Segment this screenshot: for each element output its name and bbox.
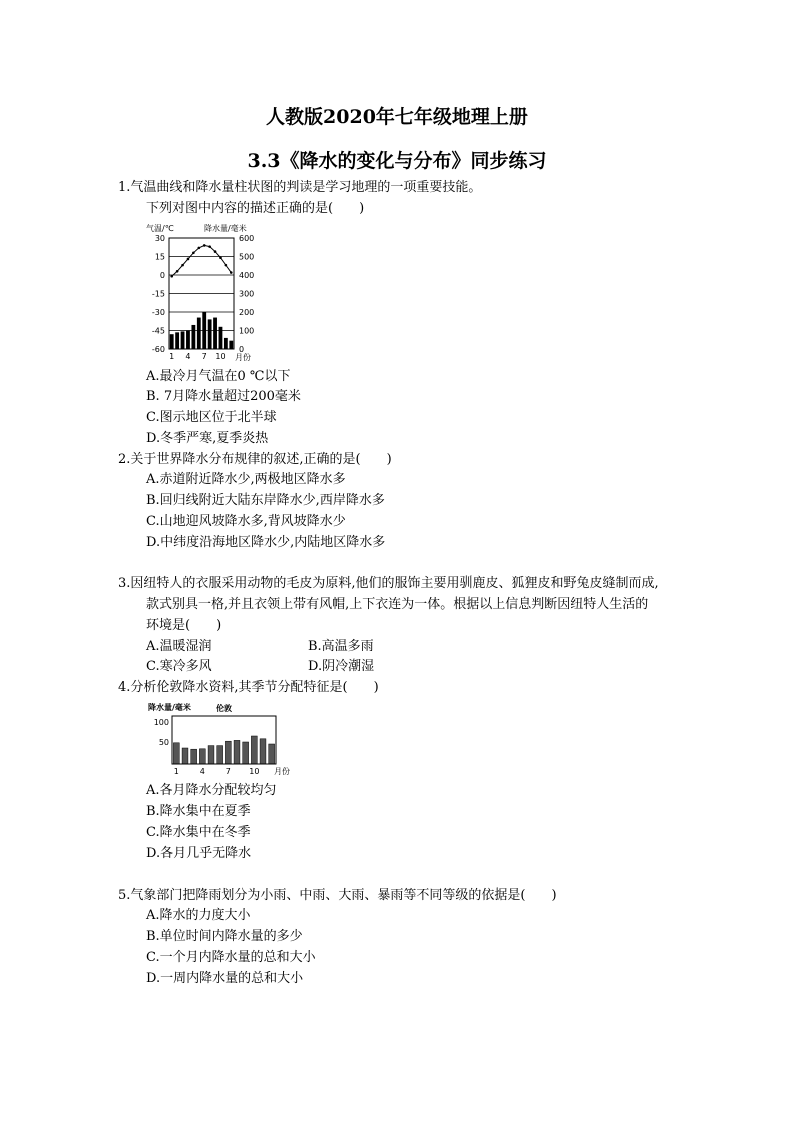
q2-stem: 2.关于世界降水分布规律的叙述,正确的是( ) — [118, 452, 392, 467]
chart2-ylabel: 降水量/毫米 — [148, 703, 191, 712]
chart1-x-tick: 4 — [185, 352, 191, 361]
chart2-x-tick: 7 — [225, 767, 231, 776]
chart2-precip-bar — [199, 749, 205, 764]
chart1-temp-tick: -60 — [151, 345, 165, 354]
chart1-temperature-point — [203, 244, 206, 247]
chart1-temperature-point — [192, 252, 195, 255]
chart2-x-tick: 10 — [249, 767, 260, 776]
q3-stem2: 款式别具一格,并且衣领上带有风帽,上下衣连为一体。根据以上信息判断因纽特人生活的 — [146, 597, 649, 612]
chart2-precip-bar — [234, 740, 240, 764]
chart2-precip-bar — [173, 743, 179, 764]
chart1-temp-tick: -45 — [151, 326, 165, 336]
chart1-precip-tick: 600 — [239, 234, 255, 243]
q1-option-d: D.冬季严寒,夏季炎热 — [146, 431, 269, 446]
chart2-x-unit: 月份 — [274, 767, 290, 776]
chart2-precip-bar — [208, 746, 214, 764]
q5-option-c: C.一个月内降水量的总和大小 — [146, 950, 316, 965]
chart1-temperature-point — [176, 270, 179, 273]
q2-option-a: A.赤道附近降水少,两极地区降水多 — [146, 472, 346, 487]
chart2-precip-bar — [182, 748, 188, 764]
q1-option-a: A.最冷月气温在0 ℃以下 — [146, 369, 291, 384]
chart2-precip-bar — [260, 739, 266, 764]
chart2-x-tick: 1 — [173, 767, 179, 776]
chart2-precip-bar — [269, 744, 275, 764]
chart1-temperature-point — [170, 275, 173, 278]
chart1-temperature-point — [219, 256, 222, 259]
chart1-temperature-point — [197, 247, 200, 250]
chart1-precip-bar — [224, 338, 228, 349]
chart2-precip-bar — [217, 746, 223, 764]
q1-option-c: C.图示地区位于北半球 — [146, 410, 277, 425]
chart1-temperature-point — [230, 271, 233, 274]
chart1-x-tick: 10 — [215, 352, 226, 361]
document-title: 人教版2020年七年级地理上册 — [266, 106, 528, 128]
chart1-temperature-point — [225, 264, 228, 267]
chart1-temp-tick: -15 — [151, 289, 165, 299]
chart1-x-tick: 7 — [201, 352, 207, 361]
chart1-precip-tick: 500 — [239, 252, 255, 262]
chart1-precip-bar — [197, 318, 201, 349]
q4-stem: 4.分析伦敦降水资料,其季节分配特征是( ) — [118, 680, 379, 695]
chart1-precip-bar — [170, 334, 174, 349]
chart1-precip-bar — [229, 341, 233, 349]
chart1-precip-tick: 200 — [239, 308, 255, 317]
chart1-precip-tick: 0 — [239, 345, 245, 354]
chart2-precip-bar — [225, 741, 231, 764]
q5-option-d: D.一周内降水量的总和大小 — [146, 971, 304, 986]
q1-stem2: 下列对图中内容的描述正确的是( ) — [146, 201, 365, 216]
document-subtitle: 3.3《降水的变化与分布》同步练习 — [247, 150, 547, 172]
chart2-precip-bar — [243, 742, 249, 764]
q2-option-d: D.中纬度沿海地区降水少,内陆地区降水多 — [146, 535, 386, 550]
chart1-precip-bar — [208, 319, 212, 349]
chart1-precip-tick: 100 — [239, 326, 255, 336]
chart1-temp-tick: 0 — [159, 271, 165, 280]
q3-option-d: D.阴冷潮湿 — [308, 659, 375, 674]
q3-stem: 3.因纽特人的衣服采用动物的毛皮为原料,他们的服饰主要用驯鹿皮、狐狸皮和野兔皮缝制而成, — [118, 576, 659, 591]
q4-option-b: B.降水集中在夏季 — [146, 804, 251, 819]
chart1-precip-bar — [213, 318, 217, 349]
chart2-title: 伦敦 — [216, 704, 232, 713]
q3-option-c: C.寒冷多风 — [146, 659, 212, 674]
chart1-precip-tick: 400 — [239, 271, 255, 280]
chart1-temperature-point — [187, 258, 190, 261]
q3-stem3: 环境是( ) — [146, 618, 222, 633]
chart1-temperature-point — [181, 264, 184, 267]
chart1-precip-bar — [175, 332, 179, 349]
q5-stem: 5.气象部门把降雨划分为小雨、中雨、大雨、暴雨等不同等级的依据是( ) — [118, 888, 557, 903]
chart2-precip-bar — [191, 749, 197, 764]
chart1-precip-bar — [191, 325, 195, 349]
q1-stem: 1.气温曲线和降水量柱状图的判读是学习地理的一项重要技能。 — [118, 180, 482, 195]
q2-option-c: C.山地迎风坡降水多,背风坡降水少 — [146, 514, 346, 529]
chart1-precip-bar — [186, 331, 190, 350]
chart1-temp-tick: -30 — [151, 308, 165, 317]
q3-option-a: A.温暖湿润 — [146, 639, 212, 654]
chart1-x-unit: 月份 — [235, 353, 251, 362]
q4-option-c: C.降水集中在冬季 — [146, 825, 251, 840]
chart1-temp-tick: 15 — [154, 252, 165, 262]
chart1-precip-bar — [202, 312, 206, 349]
chart1-left-label: 气温/℃ — [146, 224, 174, 233]
chart1-precip-tick: 300 — [239, 289, 255, 299]
chart1-temperature-point — [214, 250, 217, 253]
london-precipitation-chart — [140, 698, 300, 778]
q5-option-b: B.单位时间内降水量的多少 — [146, 929, 303, 944]
chart1-precip-bar — [219, 327, 223, 349]
chart2-precip-bar — [251, 736, 257, 764]
chart2-y-tick: 50 — [158, 738, 169, 747]
q3-option-b: B.高温多雨 — [308, 639, 374, 654]
chart1-temperature-point — [208, 245, 211, 248]
chart2-y-tick: 100 — [153, 718, 169, 727]
chart2-x-tick: 4 — [199, 767, 205, 776]
chart1-x-tick: 1 — [169, 352, 175, 361]
chart1-temp-tick: 30 — [154, 234, 165, 243]
climate-chart — [140, 218, 270, 368]
q4-option-d: D.各月几乎无降水 — [146, 846, 252, 861]
chart1-precip-bar — [181, 331, 185, 349]
q2-option-b: B.回归线附近大陆东岸降水少,西岸降水多 — [146, 493, 385, 508]
chart1-temperature-line — [172, 245, 232, 276]
q1-option-b: B. 7月降水量超过200毫米 — [146, 389, 301, 404]
chart1-right-label: 降水量/毫米 — [204, 224, 247, 233]
q4-option-a: A.各月降水分配较均匀 — [146, 783, 277, 798]
q5-option-a: A.降水的力度大小 — [146, 908, 251, 923]
